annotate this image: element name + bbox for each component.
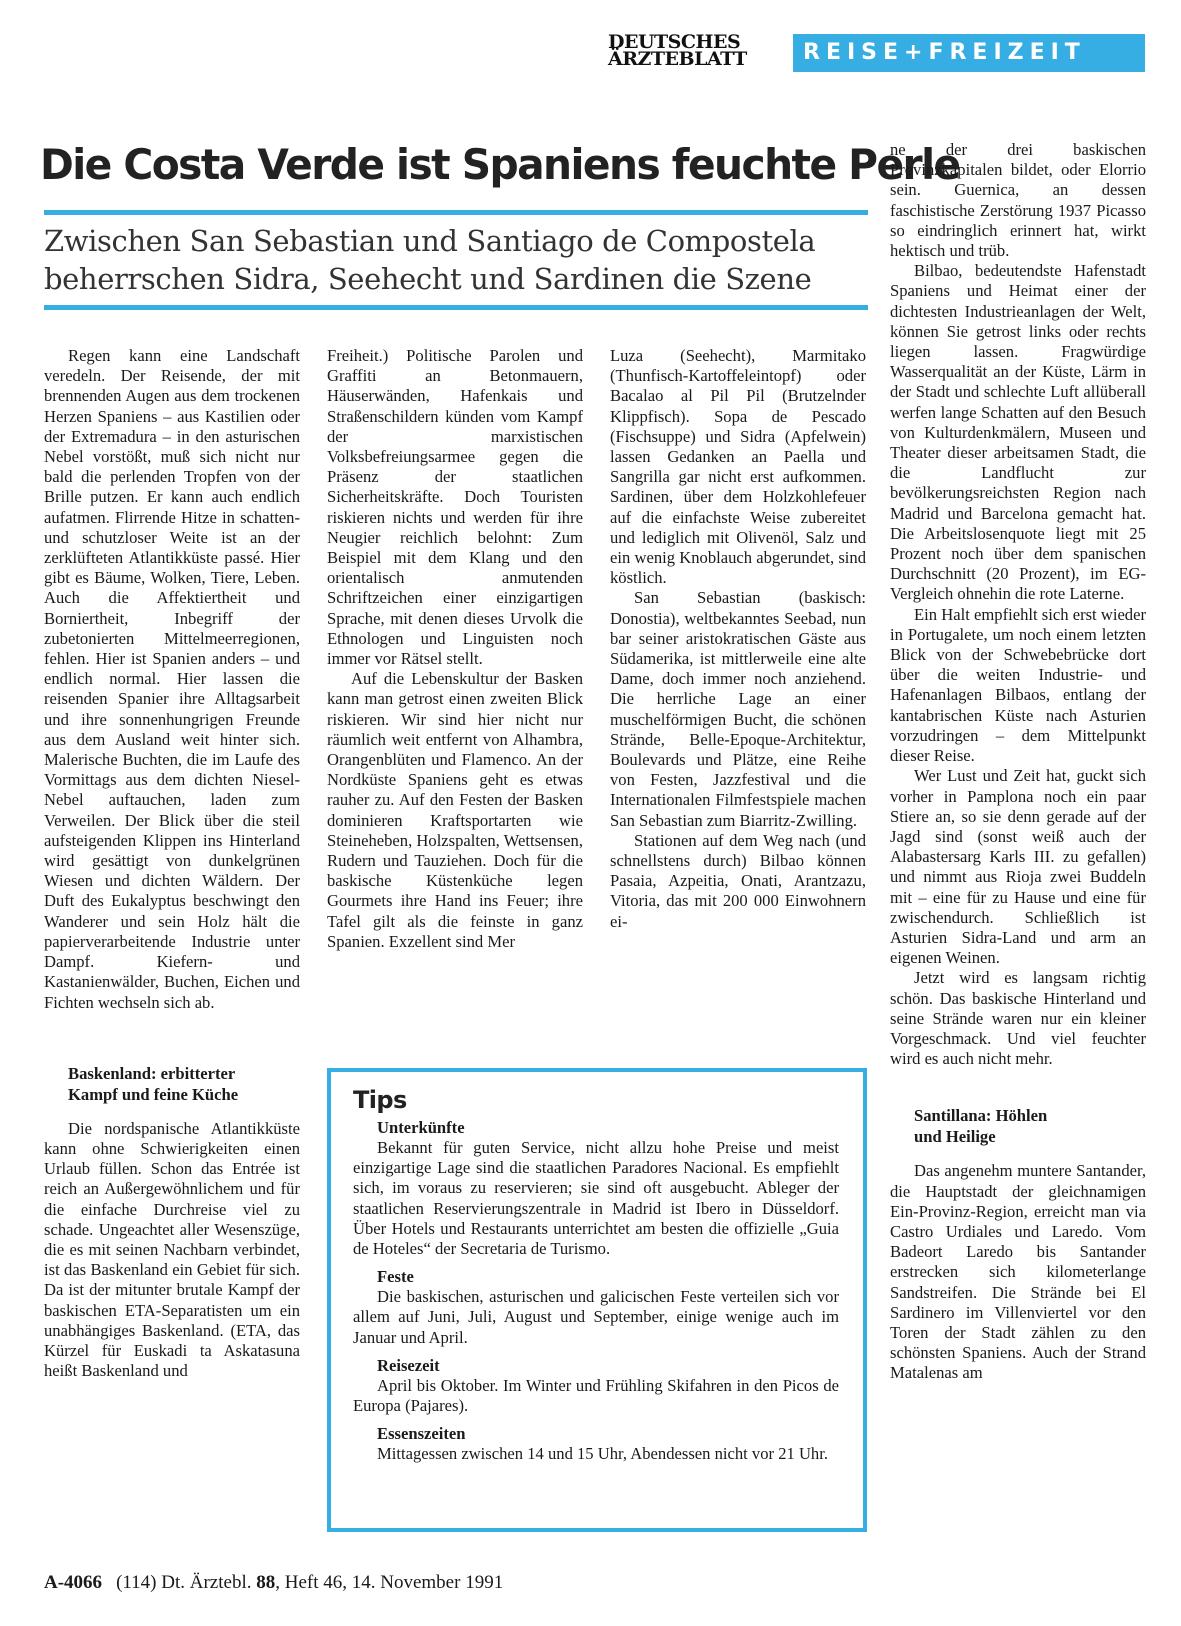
- tips-heading-unterkuenfte: Unterkünfte: [377, 1118, 465, 1137]
- paragraph: Stationen auf dem Weg nach (und schnellstens durch) Bilbao können Pasaia, Azpeitia, Onati, Arantzazu, Vitoria, das mit 200 000 Einwohnern ei-: [610, 830, 866, 931]
- tips-heading-reisezeit: Reisezeit: [377, 1355, 440, 1375]
- paragraph: Jetzt wird es langsam richtig schön. Das baskische Hinterland und seine Strände waren nur ein kleiner Vorgeschmack. Und viel feuchter wird es auch nicht mehr.: [890, 968, 1146, 1069]
- citation-prefix: (114) Dt. Ärztebl.: [116, 1572, 257, 1593]
- paragraph: ne der drei baskischen Provinzkapitalen bildet, oder Elorrio sein. Guernica, an dessen faschistische Zerstörung 1937 Picasso so eindringlich erinnert hat, wirkt hektisch und trüb.: [890, 140, 1146, 261]
- tips-text-feste: Die baskischen, asturischen und galicischen Feste verteilen sich vor allem auf Juni, Juli, August und September, einige wenige auch im Januar und April.: [353, 1287, 839, 1347]
- headline-divider-bottom: [44, 305, 868, 310]
- section-subheading-baskenland: [44, 1063, 300, 1105]
- subheading-line: Santillana: Höhlen: [914, 1106, 1048, 1126]
- paragraph: Regen kann eine Landschaft veredeln. Der Reisende, der mit brennenden Augen aus dem trockenen Herzen Spaniens – aus Kastilien oder der Extremadura – in den asturischen Nebel vorstößt, muß sich nicht nur bald die perlenden Tropfen von der Brille putzen. Er kann auch endlich aufatmen. Flirrende Hitze in schatten- und schutzloser Weite ist an der zerklüfteten Atlantikküste passé. Hier gibt es Bäume, Wolken, Tiere, Leben. Auch die Affektiertheit und Borniertheit, Inbegriff der zubetonierten Mittelmeerregionen, fehlen. Hier ist Spanien anders – und endlich normal. Hier lassen die reisenden Spanier ihre Alltagsarbeit und ihre sonnenhungrigen Freunde aus dem Ausland weit hinter sich. Malerische Buchten, die im Laufe des Vormittags aus dem dichten Niesel-Nebel auftauchen, laden zum Verweilen. Der Blick über die steil aufsteigenden Klippen ins Hinterland wird gesättigt von dunkelgrünen Wiesen und dichten Wäldern. Der Duft des Eukalyptus beschwingt den Wanderer und sein Holz hält die papierverarbeitende Industrie unter Dampf. Kiefern- und Kastanienwälder, Buchen, Eichen und Fichten wechseln sich ab.: [44, 346, 300, 1012]
- paragraph: Wer Lust und Zeit hat, guckt sich vorher in Pamplona noch ein paar Stiere an, so sie denn gerade auf der Jagd sind (sonst weiß auch der Alabastersarg Karls III. zu gefallen) und nimmt aus Rioja zwei Buddeln mit – eine für zu Hause und eine für zwischendurch. Schließlich ist Asturien Sidra-Land und arm an eigenen Weinen.: [890, 766, 1146, 968]
- subheading-line: Baskenland: erbitterter: [68, 1063, 236, 1083]
- tips-title: Tips: [353, 1086, 407, 1114]
- subheadline-line1: Zwischen San Sebastian und Santiago de Compostela: [44, 224, 816, 258]
- section-banner: REISE+FREIZEIT: [793, 34, 1145, 72]
- masthead-line1: DEUTSCHES: [608, 31, 741, 53]
- article-column-4: [890, 140, 1146, 1384]
- article-column-2: [327, 346, 583, 952]
- masthead-logo: [608, 31, 778, 70]
- citation-volume: 88: [256, 1572, 276, 1593]
- section-subheading-santillana: [890, 1105, 1146, 1147]
- page-footer: [44, 1572, 503, 1594]
- paragraph: Luza (Seehecht), Marmitako (Thunfisch-Kartoffeleintopf) oder Bacalao al Pil Pil (Brutzelnder Klippfisch). Sopa de Pescado (Fischsuppe) und Sidra (Apfelwein) lassen Gedanken an Paella und Sangrilla gar nicht erst aufkommen. Sardinen, über dem Holzkohlefeuer auf die einfachste Weise zubereitet und lediglich mit Olivenöl, Salz und ein wenig Knoblauch abgerundet, sind köstlich.: [610, 346, 866, 588]
- headline-divider-top: [44, 210, 868, 215]
- page-number: A-4066: [44, 1572, 103, 1593]
- tips-text-reisezeit: April bis Oktober. Im Winter und Frühling Skifahren in den Picos de Europa (Pajares).: [353, 1375, 839, 1416]
- subheading-line: Kampf und feine Küche: [68, 1084, 239, 1104]
- article-headline: Die Costa Verde ist Spaniens feuchte Perle: [40, 140, 960, 189]
- tips-heading-feste: Feste: [377, 1267, 414, 1287]
- paragraph: Die nordspanische Atlantikküste kann ohne Schwierigkeiten einen Urlaub füllen. Schon das Entrée ist reich an Außergewöhnlichem und für die einfache Durchreise viel zu schade. Ungeachtet aller Wesenszüge, die es mit seinen Nachbarn verbindet, ist das Baskenland ein Gebiet für sich. Da ist der mitunter brutale Kampf der baskischen ETA-Separatisten um ein unabhängiges Baskenland. (ETA, das Kürzel für Euskadi ta Askatasuna heißt Baskenland und: [44, 1118, 300, 1381]
- paragraph: Ein Halt empfiehlt sich erst wieder in Portugalete, um noch einem letzten Blick von der Schwebebrücke dort über die weiten Industrie- und Hafenanlagen Bilbaos, entlang der kantabrischen Küste nach Asturien vorzudringen – dem Mittelpunkt dieser Reise.: [890, 604, 1146, 766]
- paragraph: Bilbao, bedeutendste Hafenstadt Spaniens und Heimat einer der dichtesten Industrieanlagen der Welt, können Sie getrost links oder rechts liegen lassen. Fragwürdige Wasserqualität an der Küste, Lärm in der Stadt und schlechte Luft allüberall werfen lange Schatten auf den Besuch von Kulturdenkmälern, Museen und Theater dieser arbeitsamen Stadt, die die Landflucht zur bevölkerungsreichsten Region nach Madrid und Barcelona gemacht hat. Die Arbeitslosenquote liegt mit 25 Prozent noch über dem spanischen Durchschnitt (20 Prozent), im EG-Vergleich ohnehin die rote Laterne.: [890, 261, 1146, 604]
- article-column-1: [44, 346, 300, 1381]
- citation-suffix: , Heft 46, 14. November 1991: [275, 1572, 504, 1593]
- paragraph: San Sebastian (baskisch: Donostia), weltbekanntes Seebad, nun bar seiner aristokratischen Gäste aus Südamerika, ist mittlerweile eine alte Dame, doch immer noch anziehend. Die herrliche Lage an einer muschelförmigen Bucht, die schönen Strände, Belle-Epoque-Architektur, Boulevards und Plätze, eine Reihe von Festen, Jazzfestival und die Internationalen Filmfestspiele machen San Sebastian zum Biarritz-Zwilling.: [610, 588, 866, 830]
- article-subheadline: [44, 222, 874, 298]
- paragraph: Freiheit.) Politische Parolen und Graffiti an Betonmauern, Häuserwänden, Hafenkais und Straßenschildern künden vom Kampf der marxistischen Volksbefreiungsarmee gegen die Präsenz der staatlichen Sicherheitskräfte. Doch Touristen riskieren nichts und werden für ihre Neugier reichlich belohnt: Zum Beispiel mit dem Klang und den orientalisch anmutenden Schriftzeichen einer einzigartigen Sprache, mit denen dieses Urvolk die Ethnologen und Linguisten noch immer vor Rätsel stellt.: [327, 346, 583, 669]
- tips-text-essenszeiten: Mittagessen zwischen 14 und 15 Uhr, Abendessen nicht vor 21 Uhr.: [377, 1444, 828, 1464]
- tips-text-unterkuenfte: Bekannt für guten Service, nicht allzu hohe Preise und meist einzigartige Lage sind die staatlichen Paradores Nacional. Es empfiehlt sich, im voraus zu reservieren; sie sind oft ausgebucht. Ableger der staatlichen Reservierungszentrale in Madrid ist Ibero in Düsseldorf. Über Hotels und Restaurants unterrichtet am besten die offizielle „Guia de Hoteles“ der Secretaria de Turismo.: [353, 1138, 839, 1259]
- tips-heading-essenszeiten: Essenszeiten: [377, 1424, 466, 1444]
- tips-box: [327, 1068, 867, 1532]
- subheading-line: und Heilige: [914, 1127, 996, 1147]
- article-column-3: [610, 346, 866, 932]
- paragraph: Auf die Lebenskultur der Basken kann man getrost einen zweiten Blick riskieren. Wir sind hier nicht nur räumlich weit entfernt von Alhambra, Orangenblüten und Flamenco. An der Nordküste Spaniens geht es etwas rauher zu. Auf den Festen der Basken dominieren Kraftsportarten wie Steineheben, Holzspalten, Wettsensen, Rudern und Tauziehen. Doch für die baskische Küstenküche legen Gourmets ihre Hand ins Feuer; ihre Tafel gilt als die feinste in ganz Spanien. Exzellent sind Mer: [327, 669, 583, 951]
- paragraph: Das angenehm muntere Santander, die Hauptstadt der gleichnamigen Ein-Provinz-Region, erreicht man via Castro Urdiales und Laredo. Vom Badeort Laredo bis Santander erstrecken sich kilometerlange Sandstreifen. Die Strände bei El Sardinero im Villenviertel vor den Toren der Stadt zählen zu den schönsten Spaniens. Auch der Strand Matalenas am: [890, 1161, 1146, 1383]
- subheadline-line2: beherrschen Sidra, Seehecht und Sardinen die Szene: [44, 262, 812, 296]
- masthead-line2: ÄRZTEBLATT: [608, 48, 747, 70]
